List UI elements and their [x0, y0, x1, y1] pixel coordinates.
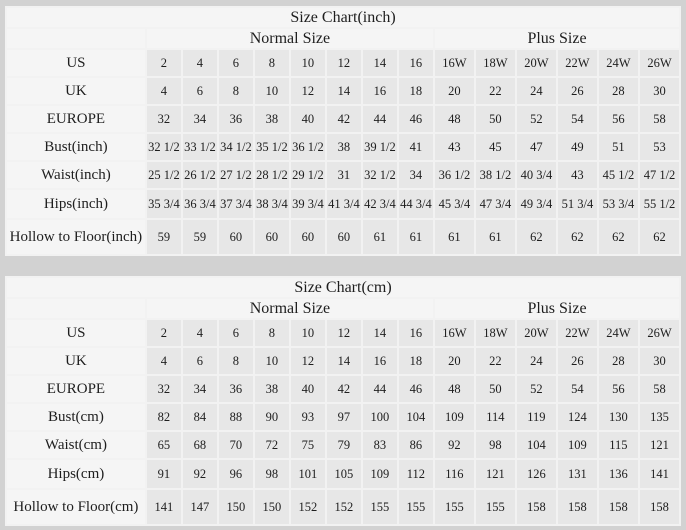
- table-cell: 61: [435, 220, 474, 254]
- table-cell: 37 3/4: [219, 190, 253, 218]
- table-cell: 62: [599, 220, 638, 254]
- table-cell: 93: [291, 404, 325, 430]
- table-cell: 8: [219, 78, 253, 104]
- table-cell: 43: [558, 162, 597, 188]
- table-cell: 44: [363, 376, 397, 402]
- table-cell: 41: [399, 134, 433, 160]
- table-cell: 62: [558, 220, 597, 254]
- table-cell: 48: [435, 376, 474, 402]
- table-cell: 75: [291, 432, 325, 458]
- table-cell: 31: [327, 162, 361, 188]
- table-row: [7, 320, 679, 346]
- table-cell: 14: [363, 50, 397, 76]
- table-cell: 58: [640, 106, 679, 132]
- table-cell: 96: [219, 460, 253, 488]
- table-cell: 155: [476, 490, 515, 524]
- table-cell: 112: [399, 460, 433, 488]
- corner-cell: [7, 299, 145, 318]
- table-cell: 105: [327, 460, 361, 488]
- table-cell: 38: [255, 106, 289, 132]
- table-cell: 59: [183, 220, 217, 254]
- table-cell: 24W: [599, 320, 638, 346]
- table-cell: 53: [640, 134, 679, 160]
- table-cell: 12: [291, 348, 325, 374]
- table-cell: 38 1/2: [476, 162, 515, 188]
- table-cell: 92: [435, 432, 474, 458]
- table-cell: 36: [219, 376, 253, 402]
- table-cell: 16: [363, 348, 397, 374]
- table-cell: 158: [558, 490, 597, 524]
- table-cell: 150: [219, 490, 253, 524]
- table-cell: 131: [558, 460, 597, 488]
- table-cell: 62: [640, 220, 679, 254]
- table-cell: 65: [147, 432, 181, 458]
- table-cell: 104: [517, 432, 556, 458]
- table-cell: 43: [435, 134, 474, 160]
- table-cell: 158: [640, 490, 679, 524]
- table-cell: 88: [219, 404, 253, 430]
- table-cell: 8: [219, 348, 253, 374]
- table-cell: 46: [399, 106, 433, 132]
- table-cell: 141: [640, 460, 679, 488]
- table-cell: 34: [183, 376, 217, 402]
- table-cell: 36 1/2: [291, 134, 325, 160]
- table-cell: 45: [476, 134, 515, 160]
- table-cell: 155: [399, 490, 433, 524]
- table-cell: 100: [363, 404, 397, 430]
- table-cell: 52: [517, 376, 556, 402]
- table-cell: 40: [291, 106, 325, 132]
- table-cell: 22: [476, 78, 515, 104]
- table-cell: 22W: [558, 50, 597, 76]
- table-cell: 22W: [558, 320, 597, 346]
- table-cell: 47 3/4: [476, 190, 515, 218]
- table-row: [7, 404, 679, 430]
- table-cell: 32: [147, 376, 181, 402]
- table-cell: 150: [255, 490, 289, 524]
- table-cell: 32: [147, 106, 181, 132]
- table-cell: 20W: [517, 50, 556, 76]
- row-label: Hollow to Floor(cm): [7, 490, 145, 524]
- corner-cell: [7, 29, 145, 48]
- table-cell: 27 1/2: [219, 162, 253, 188]
- table-cell: 121: [640, 432, 679, 458]
- size-chart-inch-table: [5, 6, 681, 256]
- table-cell: 4: [147, 348, 181, 374]
- table-cell: 12: [327, 50, 361, 76]
- table-cell: 14: [327, 348, 361, 374]
- table-cell: 28: [599, 78, 638, 104]
- table-cell: 45 1/2: [599, 162, 638, 188]
- table-cell: 124: [558, 404, 597, 430]
- table-cell: 114: [476, 404, 515, 430]
- table-cell: 39 1/2: [363, 134, 397, 160]
- table-cell: 152: [291, 490, 325, 524]
- table-cell: 82: [147, 404, 181, 430]
- table-cell: 20: [435, 78, 474, 104]
- table-cell: 36 1/2: [435, 162, 474, 188]
- table-cell: 141: [147, 490, 181, 524]
- table-cell: 22: [476, 348, 515, 374]
- table-cell: 40 3/4: [517, 162, 556, 188]
- table-cell: 28: [599, 348, 638, 374]
- table-cell: 60: [291, 220, 325, 254]
- table-cell: 6: [219, 320, 253, 346]
- table-row: [7, 162, 679, 188]
- table-cell: 135: [640, 404, 679, 430]
- table-row: [7, 220, 679, 254]
- table-row: [7, 106, 679, 132]
- table-cell: 61: [363, 220, 397, 254]
- table-cell: 40: [291, 376, 325, 402]
- table-cell: 35 3/4: [147, 190, 181, 218]
- table-cell: 24: [517, 78, 556, 104]
- table-row: [7, 460, 679, 488]
- table-cell: 45 3/4: [435, 190, 474, 218]
- table-cell: 61: [476, 220, 515, 254]
- table-cell: 60: [219, 220, 253, 254]
- row-label: Waist(inch): [7, 162, 145, 188]
- table-cell: 12: [327, 320, 361, 346]
- row-label: US: [7, 50, 145, 76]
- table-cell: 147: [183, 490, 217, 524]
- table-cell: 130: [599, 404, 638, 430]
- table-cell: 14: [363, 320, 397, 346]
- table-cell: 54: [558, 106, 597, 132]
- table-cell: 18: [399, 348, 433, 374]
- table-cell: 58: [640, 376, 679, 402]
- column-group-label: Plus Size: [435, 299, 679, 318]
- table-cell: 10: [291, 50, 325, 76]
- table-cell: 16W: [435, 320, 474, 346]
- table-title: Size Chart(cm): [7, 278, 679, 297]
- table-cell: 4: [183, 50, 217, 76]
- table-cell: 56: [599, 106, 638, 132]
- table-cell: 10: [291, 320, 325, 346]
- table-cell: 34: [399, 162, 433, 188]
- table-cell: 12: [291, 78, 325, 104]
- table-cell: 61: [399, 220, 433, 254]
- table-cell: 152: [327, 490, 361, 524]
- table-cell: 50: [476, 376, 515, 402]
- table-cell: 158: [517, 490, 556, 524]
- row-label: EUROPE: [7, 376, 145, 402]
- table-cell: 14: [327, 78, 361, 104]
- table-cell: 24W: [599, 50, 638, 76]
- size-chart-cm-section: [0, 256, 686, 526]
- table-row: [7, 348, 679, 374]
- row-label: Bust(cm): [7, 404, 145, 430]
- table-row: [7, 78, 679, 104]
- table-cell: 47 1/2: [640, 162, 679, 188]
- table-cell: 20W: [517, 320, 556, 346]
- table-row: [7, 432, 679, 458]
- table-cell: 25 1/2: [147, 162, 181, 188]
- row-label: UK: [7, 348, 145, 374]
- table-cell: 42: [327, 376, 361, 402]
- table-cell: 126: [517, 460, 556, 488]
- row-label: Hips(inch): [7, 190, 145, 218]
- table-cell: 38: [255, 376, 289, 402]
- row-label: Waist(cm): [7, 432, 145, 458]
- table-cell: 48: [435, 106, 474, 132]
- table-cell: 8: [255, 320, 289, 346]
- table-cell: 72: [255, 432, 289, 458]
- table-cell: 109: [558, 432, 597, 458]
- table-cell: 16: [399, 320, 433, 346]
- table-cell: 109: [435, 404, 474, 430]
- table-cell: 26: [558, 78, 597, 104]
- table-cell: 97: [327, 404, 361, 430]
- table-cell: 70: [219, 432, 253, 458]
- table-cell: 84: [183, 404, 217, 430]
- row-label: Hips(cm): [7, 460, 145, 488]
- table-cell: 86: [399, 432, 433, 458]
- row-label: Hollow to Floor(inch): [7, 220, 145, 254]
- table-cell: 101: [291, 460, 325, 488]
- table-cell: 39 3/4: [291, 190, 325, 218]
- table-cell: 29 1/2: [291, 162, 325, 188]
- table-cell: 2: [147, 50, 181, 76]
- table-cell: 54: [558, 376, 597, 402]
- table-cell: 121: [476, 460, 515, 488]
- table-cell: 79: [327, 432, 361, 458]
- table-row: [7, 490, 679, 524]
- table-cell: 60: [327, 220, 361, 254]
- table-cell: 4: [147, 78, 181, 104]
- table-cell: 68: [183, 432, 217, 458]
- table-cell: 98: [476, 432, 515, 458]
- table-cell: 49 3/4: [517, 190, 556, 218]
- table-cell: 42: [327, 106, 361, 132]
- table-cell: 33 1/2: [183, 134, 217, 160]
- row-label: UK: [7, 78, 145, 104]
- column-group-label: Normal Size: [147, 29, 433, 48]
- table-row: [7, 376, 679, 402]
- table-cell: 47: [517, 134, 556, 160]
- table-cell: 119: [517, 404, 556, 430]
- size-chart-cm-table: [5, 276, 681, 526]
- table-cell: 36: [219, 106, 253, 132]
- table-cell: 26W: [640, 320, 679, 346]
- table-cell: 20: [435, 348, 474, 374]
- column-group-label: Plus Size: [435, 29, 679, 48]
- table-cell: 83: [363, 432, 397, 458]
- table-cell: 53 3/4: [599, 190, 638, 218]
- table-cell: 2: [147, 320, 181, 346]
- table-cell: 16W: [435, 50, 474, 76]
- table-cell: 6: [183, 78, 217, 104]
- table-row: [7, 50, 679, 76]
- table-cell: 18W: [476, 50, 515, 76]
- table-cell: 44 3/4: [399, 190, 433, 218]
- table-cell: 30: [640, 78, 679, 104]
- table-cell: 104: [399, 404, 433, 430]
- table-cell: 38 3/4: [255, 190, 289, 218]
- table-cell: 30: [640, 348, 679, 374]
- table-cell: 32 1/2: [147, 134, 181, 160]
- table-cell: 26W: [640, 50, 679, 76]
- table-cell: 109: [363, 460, 397, 488]
- size-chart-inch-section: [0, 0, 686, 256]
- table-cell: 26 1/2: [183, 162, 217, 188]
- table-row: [7, 190, 679, 218]
- table-cell: 92: [183, 460, 217, 488]
- table-cell: 35 1/2: [255, 134, 289, 160]
- table-cell: 16: [399, 50, 433, 76]
- column-group-label: Normal Size: [147, 299, 433, 318]
- table-cell: 10: [255, 78, 289, 104]
- table-cell: 60: [255, 220, 289, 254]
- row-label: Bust(inch): [7, 134, 145, 160]
- table-cell: 32 1/2: [363, 162, 397, 188]
- table-cell: 52: [517, 106, 556, 132]
- table-cell: 98: [255, 460, 289, 488]
- table-cell: 90: [255, 404, 289, 430]
- table-cell: 116: [435, 460, 474, 488]
- table-cell: 10: [255, 348, 289, 374]
- table-cell: 18W: [476, 320, 515, 346]
- table-cell: 115: [599, 432, 638, 458]
- table-cell: 38: [327, 134, 361, 160]
- table-cell: 51: [599, 134, 638, 160]
- table-cell: 55 1/2: [640, 190, 679, 218]
- table-cell: 36 3/4: [183, 190, 217, 218]
- table-cell: 158: [599, 490, 638, 524]
- table-cell: 49: [558, 134, 597, 160]
- table-title: Size Chart(inch): [7, 8, 679, 27]
- table-cell: 26: [558, 348, 597, 374]
- table-cell: 91: [147, 460, 181, 488]
- table-cell: 34: [183, 106, 217, 132]
- table-cell: 41 3/4: [327, 190, 361, 218]
- table-row: [7, 134, 679, 160]
- row-label: US: [7, 320, 145, 346]
- table-cell: 28 1/2: [255, 162, 289, 188]
- table-cell: 155: [435, 490, 474, 524]
- table-cell: 44: [363, 106, 397, 132]
- table-cell: 18: [399, 78, 433, 104]
- table-cell: 34 1/2: [219, 134, 253, 160]
- table-cell: 51 3/4: [558, 190, 597, 218]
- table-cell: 6: [219, 50, 253, 76]
- table-cell: 155: [363, 490, 397, 524]
- table-cell: 46: [399, 376, 433, 402]
- table-cell: 59: [147, 220, 181, 254]
- table-cell: 62: [517, 220, 556, 254]
- row-label: EUROPE: [7, 106, 145, 132]
- table-cell: 50: [476, 106, 515, 132]
- table-cell: 16: [363, 78, 397, 104]
- table-cell: 42 3/4: [363, 190, 397, 218]
- table-cell: 56: [599, 376, 638, 402]
- table-cell: 24: [517, 348, 556, 374]
- table-cell: 136: [599, 460, 638, 488]
- table-cell: 8: [255, 50, 289, 76]
- table-cell: 4: [183, 320, 217, 346]
- table-cell: 6: [183, 348, 217, 374]
